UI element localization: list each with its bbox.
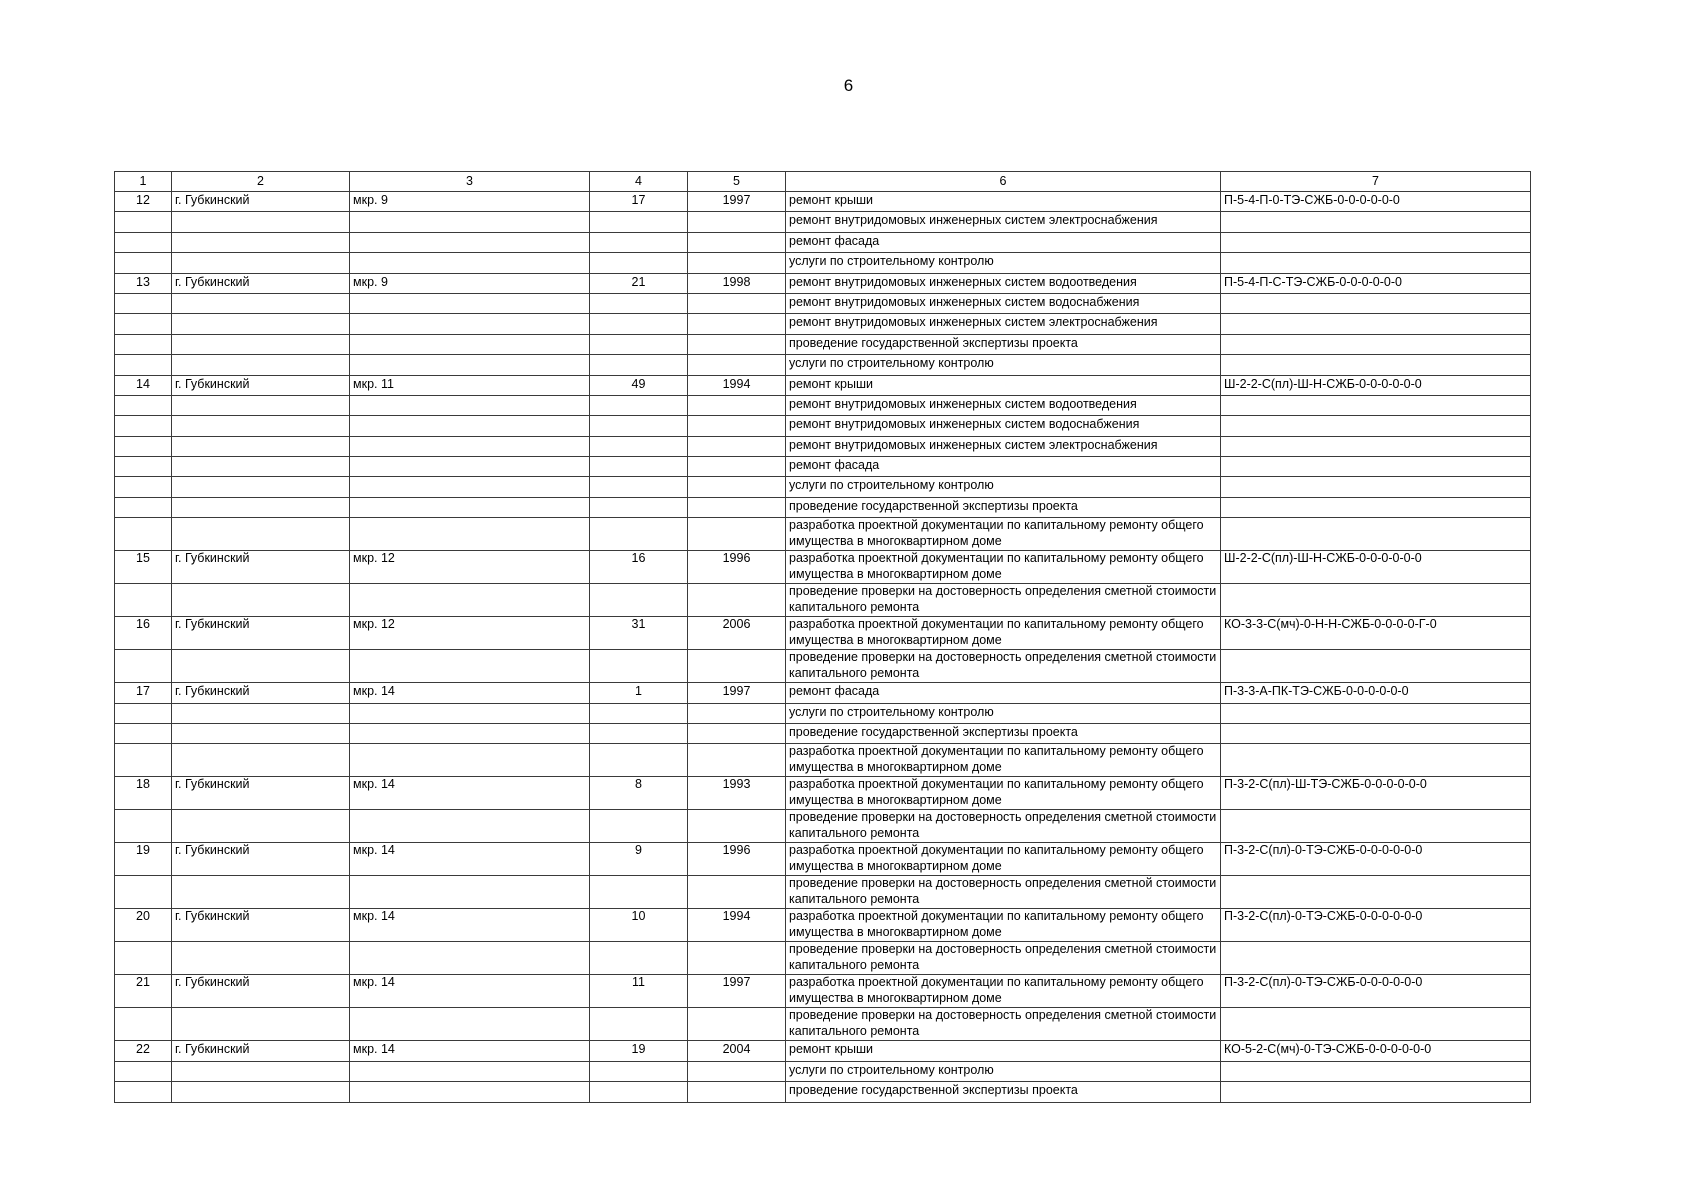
row-number — [115, 650, 172, 683]
year-cell — [688, 584, 786, 617]
structure-code-cell: КО-3-3-С(мч)-0-Н-Н-СЖБ-0-0-0-0-Г-0 — [1221, 617, 1531, 650]
work-type-cell: проведение проверки на достоверность определения сметной стоимости капитального ремонта — [786, 650, 1221, 683]
house-number-cell — [590, 314, 688, 334]
table-row — [115, 777, 1531, 810]
structure-code-cell — [1221, 1082, 1531, 1102]
city-cell — [172, 334, 350, 354]
house-number-cell — [590, 293, 688, 313]
work-type-cell: разработка проектной документации по капитальному ремонту общего имущества в многоквартирном доме — [786, 744, 1221, 777]
year-cell: 2006 — [688, 617, 786, 650]
house-number-cell: 31 — [590, 617, 688, 650]
structure-code-cell: П-5-4-П-С-ТЭ-СЖБ-0-0-0-0-0-0 — [1221, 273, 1531, 293]
year-cell: 1996 — [688, 843, 786, 876]
city-cell — [172, 744, 350, 777]
work-type-cell: разработка проектной документации по капитальному ремонту общего имущества в многоквартирном доме — [786, 777, 1221, 810]
table-row — [115, 650, 1531, 683]
row-number — [115, 518, 172, 551]
work-type-cell: проведение проверки на достоверность определения сметной стоимости капитального ремонта — [786, 810, 1221, 843]
row-number — [115, 334, 172, 354]
district-cell — [350, 1008, 590, 1041]
district-cell — [350, 232, 590, 252]
table-row — [115, 810, 1531, 843]
city-cell — [172, 293, 350, 313]
work-type-cell: проведение проверки на достоверность определения сметной стоимости капитального ремонта — [786, 942, 1221, 975]
table-row — [115, 212, 1531, 232]
city-cell — [172, 436, 350, 456]
district-cell — [350, 355, 590, 375]
table-row — [115, 457, 1531, 477]
table-row — [115, 518, 1531, 551]
table-row — [115, 334, 1531, 354]
city-cell: г. Губкинский — [172, 683, 350, 703]
year-cell — [688, 942, 786, 975]
city-cell — [172, 497, 350, 517]
house-number-cell: 49 — [590, 375, 688, 395]
row-number — [115, 212, 172, 232]
house-number-cell — [590, 477, 688, 497]
structure-code-cell: П-3-2-С(пл)-Ш-ТЭ-СЖБ-0-0-0-0-0-0 — [1221, 777, 1531, 810]
row-number: 16 — [115, 617, 172, 650]
table-row — [115, 942, 1531, 975]
table-row — [115, 293, 1531, 313]
city-cell: г. Губкинский — [172, 909, 350, 942]
work-type-cell: ремонт внутридомовых инженерных систем электроснабжения — [786, 212, 1221, 232]
district-cell: мкр. 14 — [350, 1041, 590, 1061]
structure-code-cell: П-3-2-С(пл)-0-ТЭ-СЖБ-0-0-0-0-0-0 — [1221, 909, 1531, 942]
structure-code-cell — [1221, 744, 1531, 777]
year-cell — [688, 457, 786, 477]
district-cell: мкр. 12 — [350, 617, 590, 650]
structure-code-cell — [1221, 703, 1531, 723]
year-cell: 1994 — [688, 909, 786, 942]
table-row — [115, 703, 1531, 723]
row-number — [115, 253, 172, 273]
district-cell — [350, 497, 590, 517]
work-type-cell: разработка проектной документации по капитальному ремонту общего имущества в многоквартирном доме — [786, 518, 1221, 551]
table-row — [115, 584, 1531, 617]
row-number: 22 — [115, 1041, 172, 1061]
work-type-cell: ремонт внутридомовых инженерных систем водоснабжения — [786, 293, 1221, 313]
district-cell: мкр. 14 — [350, 909, 590, 942]
table-row — [115, 192, 1531, 212]
table-row — [115, 355, 1531, 375]
work-type-cell: разработка проектной документации по капитальному ремонту общего имущества в многоквартирном доме — [786, 843, 1221, 876]
year-cell — [688, 1082, 786, 1102]
district-cell — [350, 650, 590, 683]
house-number-cell — [590, 703, 688, 723]
city-cell — [172, 518, 350, 551]
year-cell — [688, 253, 786, 273]
structure-code-cell — [1221, 457, 1531, 477]
work-type-cell: проведение проверки на достоверность определения сметной стоимости капитального ремонта — [786, 1008, 1221, 1041]
house-number-cell — [590, 436, 688, 456]
structure-code-cell — [1221, 810, 1531, 843]
row-number — [115, 810, 172, 843]
district-cell — [350, 1082, 590, 1102]
city-cell — [172, 212, 350, 232]
row-number: 17 — [115, 683, 172, 703]
structure-code-cell — [1221, 334, 1531, 354]
structure-code-cell — [1221, 1008, 1531, 1041]
city-cell — [172, 942, 350, 975]
table-row — [115, 843, 1531, 876]
repair-register-table — [114, 171, 1531, 1103]
district-cell — [350, 212, 590, 232]
year-cell: 1997 — [688, 683, 786, 703]
house-number-cell — [590, 744, 688, 777]
city-cell — [172, 395, 350, 415]
row-number — [115, 876, 172, 909]
table-row — [115, 1008, 1531, 1041]
row-number — [115, 703, 172, 723]
house-number-cell — [590, 1082, 688, 1102]
structure-code-cell: П-3-2-С(пл)-0-ТЭ-СЖБ-0-0-0-0-0-0 — [1221, 975, 1531, 1008]
row-number: 12 — [115, 192, 172, 212]
header-col-4: 4 — [590, 172, 688, 192]
district-cell — [350, 334, 590, 354]
table-row — [115, 975, 1531, 1008]
city-cell — [172, 1082, 350, 1102]
city-cell: г. Губкинский — [172, 375, 350, 395]
row-number — [115, 457, 172, 477]
structure-code-cell — [1221, 355, 1531, 375]
table-row — [115, 1041, 1531, 1061]
house-number-cell — [590, 942, 688, 975]
year-cell — [688, 744, 786, 777]
table-row — [115, 1082, 1531, 1102]
year-cell — [688, 876, 786, 909]
city-cell: г. Губкинский — [172, 551, 350, 584]
structure-code-cell — [1221, 395, 1531, 415]
district-cell — [350, 703, 590, 723]
structure-code-cell — [1221, 232, 1531, 252]
work-type-cell: проведение государственной экспертизы проекта — [786, 724, 1221, 744]
house-number-cell: 10 — [590, 909, 688, 942]
header-col-6: 6 — [786, 172, 1221, 192]
header-col-5: 5 — [688, 172, 786, 192]
year-cell: 1993 — [688, 777, 786, 810]
district-cell: мкр. 14 — [350, 683, 590, 703]
city-cell: г. Губкинский — [172, 843, 350, 876]
table-row — [115, 551, 1531, 584]
house-number-cell — [590, 650, 688, 683]
structure-code-cell — [1221, 314, 1531, 334]
table-row — [115, 744, 1531, 777]
house-number-cell — [590, 334, 688, 354]
house-number-cell — [590, 518, 688, 551]
year-cell — [688, 395, 786, 415]
city-cell — [172, 584, 350, 617]
work-type-cell: ремонт внутридомовых инженерных систем электроснабжения — [786, 436, 1221, 456]
table-row — [115, 876, 1531, 909]
table-row — [115, 416, 1531, 436]
row-number — [115, 942, 172, 975]
table-row — [115, 909, 1531, 942]
work-type-cell: услуги по строительному контролю — [786, 253, 1221, 273]
year-cell — [688, 232, 786, 252]
city-cell: г. Губкинский — [172, 192, 350, 212]
structure-code-cell: Ш-2-2-С(пл)-Ш-Н-СЖБ-0-0-0-0-0-0 — [1221, 375, 1531, 395]
house-number-cell: 19 — [590, 1041, 688, 1061]
city-cell — [172, 477, 350, 497]
district-cell — [350, 477, 590, 497]
header-col-2: 2 — [172, 172, 350, 192]
year-cell — [688, 650, 786, 683]
year-cell — [688, 1008, 786, 1041]
work-type-cell: ремонт крыши — [786, 1041, 1221, 1061]
row-number — [115, 477, 172, 497]
work-type-cell: ремонт крыши — [786, 192, 1221, 212]
district-cell — [350, 876, 590, 909]
house-number-cell — [590, 253, 688, 273]
row-number — [115, 724, 172, 744]
work-type-cell: ремонт внутридомовых инженерных систем водоотведения — [786, 395, 1221, 415]
row-number: 20 — [115, 909, 172, 942]
header-col-7: 7 — [1221, 172, 1531, 192]
work-type-cell: проведение проверки на достоверность определения сметной стоимости капитального ремонта — [786, 584, 1221, 617]
row-number: 15 — [115, 551, 172, 584]
house-number-cell — [590, 584, 688, 617]
row-number — [115, 1061, 172, 1081]
row-number — [115, 497, 172, 517]
city-cell: г. Губкинский — [172, 777, 350, 810]
house-number-cell — [590, 810, 688, 843]
row-number: 13 — [115, 273, 172, 293]
house-number-cell — [590, 212, 688, 232]
house-number-cell: 1 — [590, 683, 688, 703]
year-cell: 2004 — [688, 1041, 786, 1061]
work-type-cell: услуги по строительному контролю — [786, 477, 1221, 497]
row-number — [115, 314, 172, 334]
work-type-cell: разработка проектной документации по капитальному ремонту общего имущества в многоквартирном доме — [786, 909, 1221, 942]
year-cell — [688, 477, 786, 497]
work-type-cell: ремонт фасада — [786, 232, 1221, 252]
district-cell — [350, 416, 590, 436]
city-cell: г. Губкинский — [172, 273, 350, 293]
city-cell — [172, 1008, 350, 1041]
house-number-cell — [590, 876, 688, 909]
structure-code-cell — [1221, 477, 1531, 497]
year-cell — [688, 416, 786, 436]
table-row — [115, 477, 1531, 497]
district-cell — [350, 810, 590, 843]
city-cell: г. Губкинский — [172, 617, 350, 650]
city-cell — [172, 355, 350, 375]
house-number-cell: 11 — [590, 975, 688, 1008]
city-cell — [172, 810, 350, 843]
city-cell: г. Губкинский — [172, 975, 350, 1008]
house-number-cell: 21 — [590, 273, 688, 293]
district-cell: мкр. 9 — [350, 192, 590, 212]
header-row — [115, 172, 1531, 192]
year-cell — [688, 334, 786, 354]
district-cell — [350, 457, 590, 477]
structure-code-cell — [1221, 942, 1531, 975]
year-cell — [688, 724, 786, 744]
structure-code-cell — [1221, 724, 1531, 744]
table-row — [115, 273, 1531, 293]
row-number — [115, 584, 172, 617]
table-row — [115, 724, 1531, 744]
table-row — [115, 232, 1531, 252]
table-row — [115, 617, 1531, 650]
work-type-cell: разработка проектной документации по капитальному ремонту общего имущества в многоквартирном доме — [786, 975, 1221, 1008]
table-row — [115, 395, 1531, 415]
district-cell — [350, 314, 590, 334]
work-type-cell: ремонт внутридомовых инженерных систем водоотведения — [786, 273, 1221, 293]
house-number-cell — [590, 416, 688, 436]
year-cell — [688, 810, 786, 843]
house-number-cell: 17 — [590, 192, 688, 212]
table-row — [115, 436, 1531, 456]
work-type-cell: разработка проектной документации по капитальному ремонту общего имущества в многоквартирном доме — [786, 617, 1221, 650]
year-cell — [688, 293, 786, 313]
structure-code-cell — [1221, 650, 1531, 683]
table-row — [115, 1061, 1531, 1081]
year-cell — [688, 1061, 786, 1081]
year-cell — [688, 314, 786, 334]
structure-code-cell — [1221, 416, 1531, 436]
work-type-cell: разработка проектной документации по капитальному ремонту общего имущества в многоквартирном доме — [786, 551, 1221, 584]
district-cell: мкр. 12 — [350, 551, 590, 584]
structure-code-cell — [1221, 212, 1531, 232]
row-number — [115, 1008, 172, 1041]
house-number-cell — [590, 497, 688, 517]
year-cell — [688, 497, 786, 517]
table-row — [115, 314, 1531, 334]
page-number: 6 — [843, 76, 854, 95]
row-number: 18 — [115, 777, 172, 810]
district-cell — [350, 744, 590, 777]
city-cell — [172, 457, 350, 477]
year-cell — [688, 355, 786, 375]
row-number — [115, 416, 172, 436]
row-number — [115, 293, 172, 313]
year-cell — [688, 518, 786, 551]
row-number — [115, 744, 172, 777]
work-type-cell: ремонт внутридомовых инженерных систем электроснабжения — [786, 314, 1221, 334]
year-cell — [688, 703, 786, 723]
work-type-cell: услуги по строительному контролю — [786, 703, 1221, 723]
row-number — [115, 355, 172, 375]
district-cell — [350, 436, 590, 456]
row-number: 21 — [115, 975, 172, 1008]
table-row — [115, 683, 1531, 703]
house-number-cell: 16 — [590, 551, 688, 584]
row-number: 19 — [115, 843, 172, 876]
row-number: 14 — [115, 375, 172, 395]
work-type-cell: ремонт внутридомовых инженерных систем водоснабжения — [786, 416, 1221, 436]
year-cell: 1997 — [688, 192, 786, 212]
house-number-cell — [590, 355, 688, 375]
city-cell — [172, 314, 350, 334]
structure-code-cell — [1221, 253, 1531, 273]
structure-code-cell: П-3-3-А-ПК-ТЭ-СЖБ-0-0-0-0-0-0 — [1221, 683, 1531, 703]
structure-code-cell: П-3-2-С(пл)-0-ТЭ-СЖБ-0-0-0-0-0-0 — [1221, 843, 1531, 876]
table-row — [115, 497, 1531, 517]
row-number — [115, 232, 172, 252]
district-cell — [350, 395, 590, 415]
city-cell — [172, 416, 350, 436]
year-cell: 1998 — [688, 273, 786, 293]
district-cell: мкр. 14 — [350, 843, 590, 876]
structure-code-cell — [1221, 584, 1531, 617]
city-cell — [172, 650, 350, 683]
work-type-cell: ремонт крыши — [786, 375, 1221, 395]
structure-code-cell — [1221, 518, 1531, 551]
table-body — [115, 192, 1531, 1103]
district-cell — [350, 253, 590, 273]
structure-code-cell — [1221, 1061, 1531, 1081]
work-type-cell: проведение государственной экспертизы проекта — [786, 497, 1221, 517]
year-cell: 1997 — [688, 975, 786, 1008]
work-type-cell: услуги по строительному контролю — [786, 355, 1221, 375]
district-cell — [350, 584, 590, 617]
structure-code-cell: КО-5-2-С(мч)-0-ТЭ-СЖБ-0-0-0-0-0-0 — [1221, 1041, 1531, 1061]
row-number — [115, 436, 172, 456]
house-number-cell — [590, 232, 688, 252]
house-number-cell — [590, 395, 688, 415]
city-cell: г. Губкинский — [172, 1041, 350, 1061]
house-number-cell — [590, 457, 688, 477]
work-type-cell: ремонт фасада — [786, 683, 1221, 703]
city-cell — [172, 876, 350, 909]
structure-code-cell — [1221, 876, 1531, 909]
row-number — [115, 395, 172, 415]
table-row — [115, 253, 1531, 273]
header-col-3: 3 — [350, 172, 590, 192]
house-number-cell: 8 — [590, 777, 688, 810]
year-cell: 1994 — [688, 375, 786, 395]
house-number-cell — [590, 724, 688, 744]
house-number-cell: 9 — [590, 843, 688, 876]
house-number-cell — [590, 1008, 688, 1041]
district-cell — [350, 942, 590, 975]
structure-code-cell: Ш-2-2-С(пл)-Ш-Н-СЖБ-0-0-0-0-0-0 — [1221, 551, 1531, 584]
district-cell — [350, 1061, 590, 1081]
district-cell — [350, 724, 590, 744]
year-cell: 1996 — [688, 551, 786, 584]
district-cell — [350, 293, 590, 313]
table-row — [115, 375, 1531, 395]
work-type-cell: проведение государственной экспертизы проекта — [786, 334, 1221, 354]
city-cell — [172, 703, 350, 723]
structure-code-cell: П-5-4-П-0-ТЭ-СЖБ-0-0-0-0-0-0 — [1221, 192, 1531, 212]
work-type-cell: проведение государственной экспертизы проекта — [786, 1082, 1221, 1102]
header-col-1: 1 — [115, 172, 172, 192]
city-cell — [172, 1061, 350, 1081]
work-type-cell: ремонт фасада — [786, 457, 1221, 477]
work-type-cell: проведение проверки на достоверность определения сметной стоимости капитального ремонта — [786, 876, 1221, 909]
city-cell — [172, 724, 350, 744]
city-cell — [172, 232, 350, 252]
structure-code-cell — [1221, 436, 1531, 456]
district-cell — [350, 518, 590, 551]
structure-code-cell — [1221, 497, 1531, 517]
year-cell — [688, 212, 786, 232]
district-cell: мкр. 9 — [350, 273, 590, 293]
district-cell: мкр. 14 — [350, 777, 590, 810]
row-number — [115, 1082, 172, 1102]
district-cell: мкр. 14 — [350, 975, 590, 1008]
work-type-cell: услуги по строительному контролю — [786, 1061, 1221, 1081]
district-cell: мкр. 11 — [350, 375, 590, 395]
city-cell — [172, 253, 350, 273]
house-number-cell — [590, 1061, 688, 1081]
structure-code-cell — [1221, 293, 1531, 313]
year-cell — [688, 436, 786, 456]
